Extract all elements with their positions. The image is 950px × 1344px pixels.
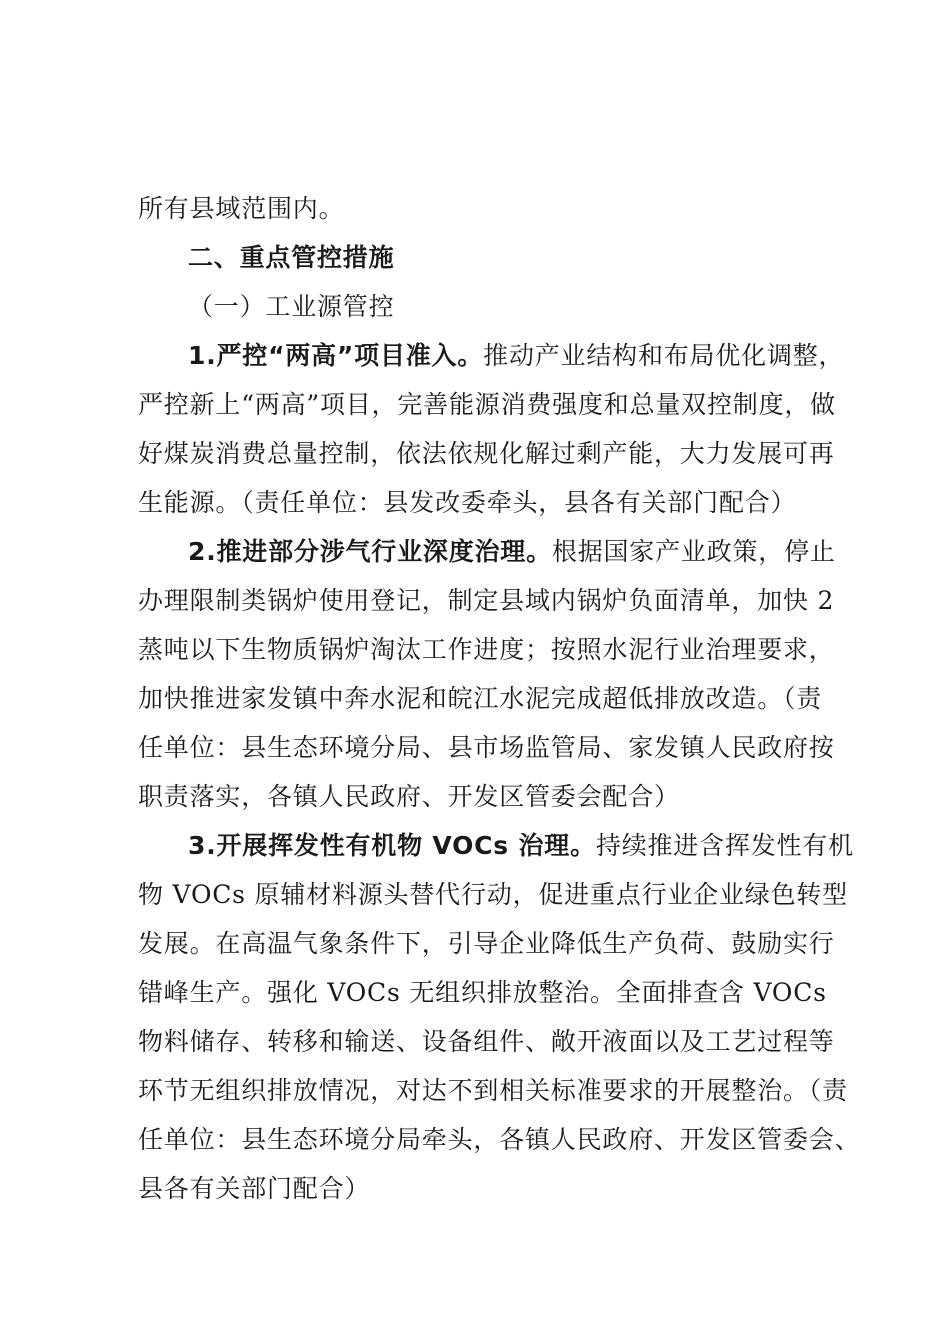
item-3-line-5: 物料储存、转移和输送、设备组件、敞开液面以及工艺过程等 [138, 1027, 835, 1056]
item-3-title: 3.开展挥发性有机物 VOCs 治理。 [188, 831, 596, 860]
item-2-line-3: 蒸吨以下生物质锅炉淘汰工作进度；按照水泥行业治理要求， [138, 635, 835, 664]
item-1-line-4: 生能源。（责任单位：县发改委牵头，县各有关部门配合） [138, 488, 797, 517]
item-3-line-6: 环节无组织排放情况，对达不到相关标准要求的开展整治。（责 [138, 1076, 848, 1105]
item-3-line-7: 任单位：县生态环境分局牵头，各镇人民政府、开发区管委会、 [138, 1125, 861, 1154]
item-2-line-5: 任单位：县生态环境分局、县市场监管局、家发镇人民政府按 [138, 733, 835, 762]
subsection-heading: （一）工业源管控 [188, 292, 395, 321]
item-2-title: 2.推进部分涉气行业深度治理。 [188, 537, 552, 566]
section-heading: 二、重点管控措施 [188, 243, 395, 272]
item-3-line-1 [138, 830, 854, 862]
item-2-line-4: 加快推进家发镇中奔水泥和皖江水泥完成超低排放改造。（责 [138, 684, 823, 713]
item-3-line-4: 错峰生产。强化 VOCs 无组织排放整治。全面排查含 VOCs [138, 978, 827, 1007]
intro-line: 所有县域范围内。 [138, 194, 345, 223]
item-1-line-3: 好煤炭消费总量控制，依法依规化解过剩产能，大力发展可再 [138, 439, 835, 468]
item-2-line-2: 办理限制类锅炉使用登记，制定县域内锅炉负面清单，加快 2 [138, 586, 835, 615]
item-1-title: 1.严控“两高”项目准入。 [188, 341, 484, 370]
item-2-text-1: 根据国家产业政策，停止 [551, 537, 836, 566]
item-3-line-2: 物 VOCs 原辅材料源头替代行动，促进重点行业企业绿色转型 [138, 880, 848, 909]
item-1-line-1 [138, 340, 845, 372]
item-1-line-2: 严控新上“两高”项目，完善能源消费强度和总量双控制度，做 [138, 390, 836, 419]
item-3-line-3: 发展。在高温气象条件下，引导企业降低生产负荷、鼓励实行 [138, 929, 835, 958]
item-2-line-1 [138, 536, 836, 568]
item-1-text-1: 推动产业结构和布局优化调整， [483, 341, 845, 370]
item-3-line-8: 县各有关部门配合） [138, 1174, 371, 1203]
item-2-line-6: 职责落实，各镇人民政府、开发区管委会配合） [138, 782, 680, 811]
item-3-text-1: 持续推进含挥发性有机 [595, 831, 854, 860]
